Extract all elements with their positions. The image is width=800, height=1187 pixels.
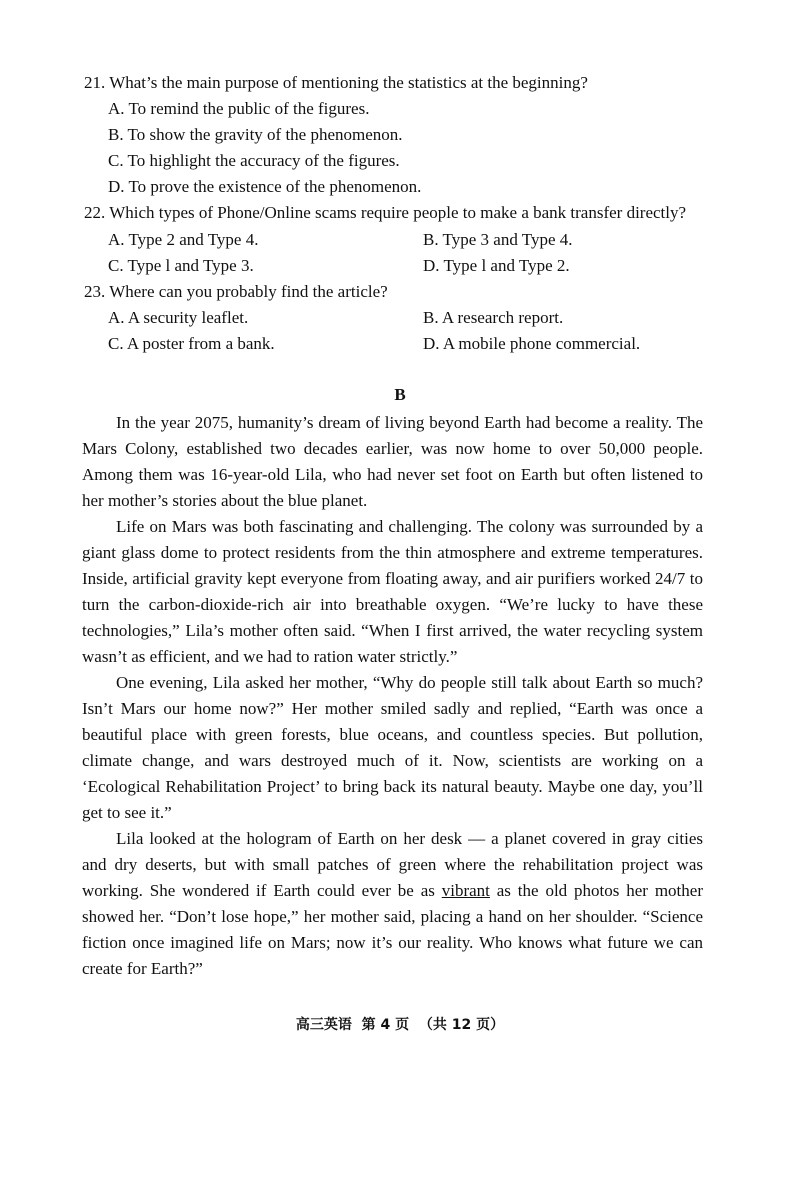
section-heading: B <box>394 385 406 404</box>
passage-paragraph-3: One evening, Lila asked her mother, “Why do people still talk about Earth so much? Isn’t Mars our home now?” Her mother smiled sadly and replied, “Earth was once a beautiful place with green forests, blue oceans, and countless species. But pollution, climate change, and wars destroyed much of it. Now, scientists are working on a ‘Ecological Rehabilitation Project’ to bring back its natural beauty. Maybe one day, you’ll get to see it.” <box>82 673 703 822</box>
question-23-stem: 23. Where can you probably find the article? <box>84 282 388 301</box>
question-22-option-a: A. Type 2 and Type 4. <box>108 230 259 249</box>
question-21-option-c: C. To highlight the accuracy of the figures. <box>108 151 400 170</box>
question-21-option-d: D. To prove the existence of the phenomenon. <box>108 177 422 196</box>
question-23-option-b: B. A research report. <box>423 308 564 327</box>
question-23-option-d: D. A mobile phone commercial. <box>423 334 641 353</box>
question-21-option-b: B. To show the gravity of the phenomenon. <box>108 125 403 144</box>
question-21-option-a: A. To remind the public of the figures. <box>108 99 370 118</box>
question-21-stem: 21. What’s the main purpose of mentioning the statistics at the beginning? <box>84 73 588 92</box>
question-22-option-c: C. Type l and Type 3. <box>108 256 254 275</box>
passage-paragraph-2: Life on Mars was both fascinating and challenging. The colony was surrounded by a giant glass dome to protect residents from the thin atmosphere and extreme temperatures. Inside, artificial gravity kept everyone from floating away, and air purifiers worked 24/7 to turn the carbon-dioxide-rich air into breathable oxygen. “We’re lucky to have these technologies,” Lila’s mother often said. “When I first arrived, the water recycling system wasn’t as efficient, and we had to ration water strictly.” <box>82 517 703 666</box>
page-footer: 高三英语 第 4 页 （共 12 页） <box>295 1017 505 1033</box>
question-23-option-a: A. A security leaflet. <box>108 308 249 327</box>
reading-passage <box>82 410 703 982</box>
passage-paragraph-1: In the year 2075, humanity’s dream of living beyond Earth had become a reality. The Mars Colony, established two decades earlier, was now home to over 50,000 people. Among them was 16-year-old Lila, who had never set foot on Earth but often listened to her mother’s stories about the blue planet. <box>82 413 703 510</box>
question-22-stem: 22. Which types of Phone/Online scams require people to make a bank transfer directly? <box>84 203 687 222</box>
passage-paragraph-4 <box>82 826 703 982</box>
question-23-option-c: C. A poster from a bank. <box>108 334 275 353</box>
underlined-vocabulary-word: vibrant <box>441 881 490 900</box>
question-22-option-b: B. Type 3 and Type 4. <box>423 230 573 249</box>
paragraph-4-text-after: as the old photos her mother showed her. “Don’t lose hope,” her mother said, placing a hand on her shoulder. “Science fiction once imagined life on Mars; now it’s our reality. Who knows what future we can create for Earth?” <box>82 881 703 978</box>
question-22-option-d: D. Type l and Type 2. <box>423 256 570 275</box>
paragraph-4-text-before: Lila looked at the hologram of Earth on her desk — a planet covered in gray cities and dry deserts, but with small patches of green where the rehabilitation project was working. She wondered if Earth could ever be as <box>82 829 703 900</box>
